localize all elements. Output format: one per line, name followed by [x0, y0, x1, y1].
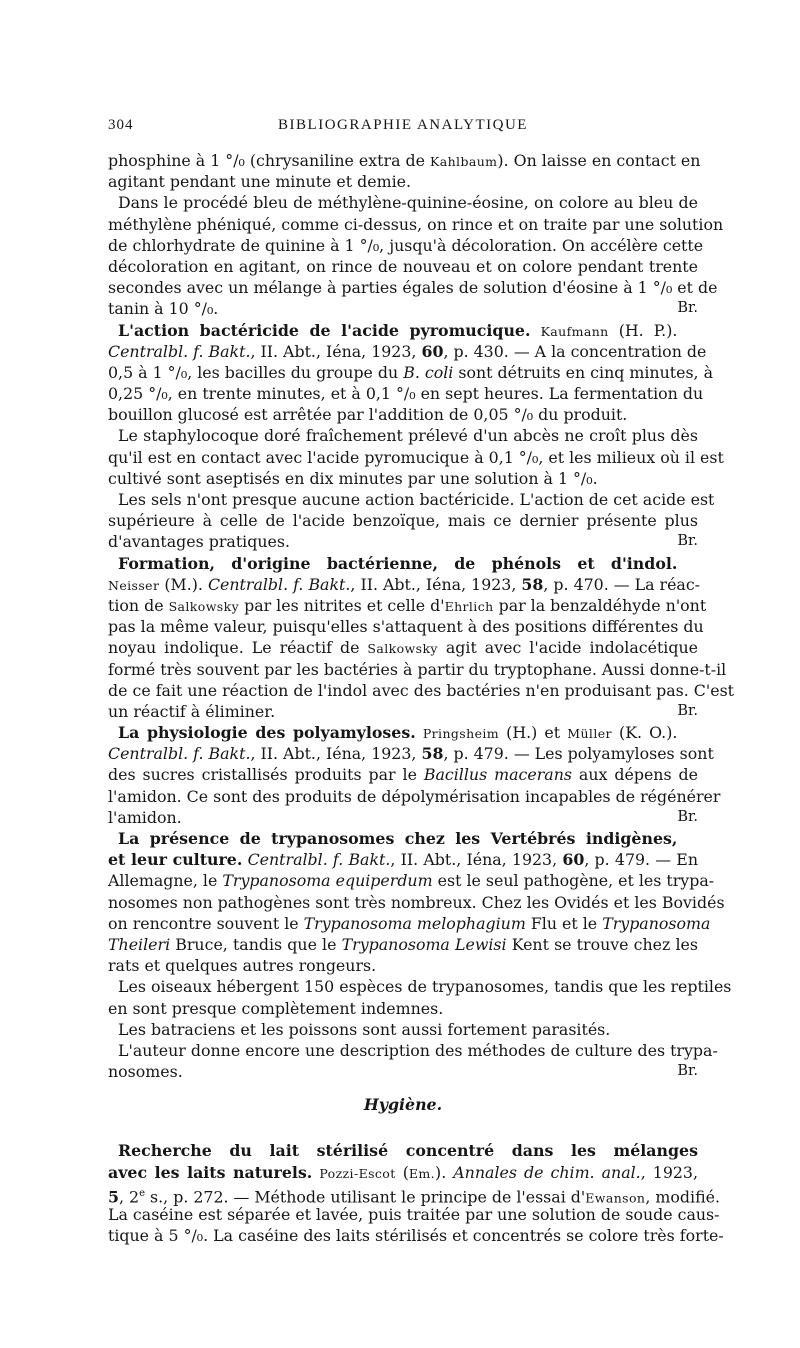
article-title-line [108, 828, 698, 849]
paragraph-line: La caséine est séparée et lavée, puis traitée par une solution de soude caus- [108, 1205, 720, 1224]
article-title-line [108, 1140, 698, 1161]
paragraph-line: avec les laits naturels. Pozzi-Escot (Em.). Annales de chim. anal., 1923, [108, 1162, 698, 1182]
paragraph-line: un réactif à éliminer. Br. [108, 701, 698, 721]
article-title-line: L'action bactéricide de l'acide pyromucique. Kaufmann (H. P.). [118, 320, 678, 340]
author-signature: Br. [677, 702, 698, 719]
paragraph-line: 5, 2e s., p. 272. — Méthode utilisant le principe de l'essai d'Ewanson, modifié. [108, 1187, 720, 1207]
text-column [108, 150, 735, 1246]
paragraph-line: d'avantages pratiques. Br. [108, 532, 698, 552]
paragraph-line: de chlorhydrate de quinine à 1 °/₀, jusqu'à décoloration. On accélère cette [108, 235, 704, 255]
paragraph-line: de ce fait une réaction de l'indol avec des bactéries n'en produisant pas. C'est [108, 680, 735, 700]
paragraph-line: décoloration en agitant, on rince de nouveau et on colore pendant trente [108, 256, 698, 276]
paragraph-line: tion de Salkowsky par les nitrites et celle d'Ehrlich par la benzaldéhyde n'ont [108, 595, 707, 615]
paragraph-line: l'amidon. Br. [108, 807, 698, 827]
paragraph-line: agitant pendant une minute et demie. [108, 172, 411, 192]
paragraph-line: pas la même valeur, puisqu'elles s'attaquent à des positions différentes du [108, 617, 704, 637]
paragraph-line: rats et quelques autres rongeurs. [108, 956, 377, 976]
paragraph-line: Neisser (M.). Centralbl. f. Bakt., II. Abt., Iéna, 1923, 58, p. 470. — La réac- [108, 574, 701, 594]
article-title: La présence de trypanosomes chez les Vertébrés indigènes, [118, 829, 678, 848]
paragraph-line: en sont presque complètement indemnes. [108, 998, 444, 1018]
paragraph-line: Allemagne, le Trypanosoma equiperdum est le seul pathogène, et les trypa- [108, 871, 715, 891]
article-title: Recherche du lait stérilisé concentré dans les mélanges [118, 1141, 698, 1161]
article-title: et leur culture. [108, 850, 243, 870]
spacer [108, 1115, 698, 1140]
article-title: La physiologie des polyamyloses. [118, 723, 416, 743]
paragraph-line: nosomes. Br. [108, 1062, 698, 1082]
paragraph-line: nosomes non pathogènes sont très nombreux. Chez les Ovidés et les Bovidés [108, 892, 725, 912]
article-title: Formation, d'origine bactérienne, de phénols et d'indol. [118, 553, 678, 573]
article-title-line: La physiologie des polyamyloses. Pringsheim (H.) et Müller (K. O.). [118, 723, 678, 743]
paragraph-line: qu'il est en contact avec l'acide pyromucique à 0,1 °/₀, et les milieux où il est [108, 447, 724, 467]
paragraph-line: Theileri Bruce, tandis que le Trypanosoma Lewisi Kent se trouve chez les [108, 934, 698, 954]
paragraph-line: Le staphylocoque doré fraîchement prélevé d'un abcès ne croît plus dès [118, 426, 698, 446]
article-title-line [108, 553, 698, 574]
paragraph-line: et leur culture. Centralbl. f. Bakt., II. Abt., Iéna, 1923, 60, p. 479. — En [108, 850, 698, 870]
running-title: BIBLIOGRAPHIE ANALYTIQUE [278, 117, 528, 133]
paragraph-line: cultivé sont aseptisés en dix minutes par une solution à 1 °/₀. [108, 468, 598, 488]
paragraph-line: Les sels n'ont presque aucune action bactéricide. L'action de cet acide est [118, 490, 715, 509]
paragraph-line: des sucres cristallisés produits par le Bacillus macerans aux dépens de [108, 765, 698, 785]
paragraph-line: secondes avec un mélange à parties égales de solution d'éosine à 1 °/₀ et de [108, 278, 718, 298]
paragraph-line: phosphine à 1 °/₀ (chrysaniline extra de Kahlbaum). On laisse en contact en [108, 151, 701, 170]
paragraph-line: Centralbl. f. Bakt., II. Abt., Iéna, 1923, 60, p. 430. — A la concentration de [108, 341, 707, 361]
article-title: avec les laits naturels. [108, 1162, 313, 1182]
paragraph-line: 0,5 à 1 °/₀, les bacilles du groupe du B. coli sont détruits en cinq minutes, à [108, 362, 714, 382]
author-signature: Br. [677, 1063, 698, 1080]
author-signature: Br. [677, 533, 698, 550]
paragraph-line: Les batraciens et les poissons sont aussi fortement parasités. [118, 1019, 611, 1039]
author-signature: Br. [677, 300, 698, 317]
paragraph-line: bouillon glucosé est arrêtée par l'addition de 0,05 °/₀ du produit. [108, 405, 628, 425]
paragraph-line: tique à 5 °/₀. La caséine des laits stérilisés et concentrés se colore très forte- [108, 1226, 724, 1246]
section-heading: Hygiène. [363, 1095, 443, 1115]
paragraph-line: on rencontre souvent le Trypanosoma melophagium Flu et le Trypanosoma [108, 913, 711, 933]
paragraph-line: 0,25 °/₀, en trente minutes, et à 0,1 °/₀ en sept heures. La fermentation du [108, 384, 704, 404]
paragraph-line: Dans le procédé bleu de méthylène-quinine-éosine, on colore au bleu de [118, 193, 698, 213]
paragraph-line: l'amidon. Ce sont des produits de dépolymérisation incapables de régénérer [108, 786, 721, 806]
page-number: 304 [108, 117, 134, 133]
paragraph-line: Les oiseaux hébergent 150 espèces de trypanosomes, tandis que les reptiles [118, 977, 732, 997]
paragraph-line: noyau indolique. Le réactif de Salkowsky agit avec l'acide indolacétique [108, 638, 698, 658]
paragraph-line: méthylène phéniqué, comme ci-dessus, on rince et on traite par une solution [108, 214, 724, 234]
running-header [108, 117, 698, 137]
paragraph-line: supérieure à celle de l'acide benzoïque, mais ce dernier présente plus [108, 511, 698, 531]
paragraph-line: formé très souvent par les bactéries à partir du tryptophane. Aussi donne-t-il [108, 659, 727, 679]
paragraph-line: L'auteur donne encore une description des méthodes de culture des trypa- [118, 1040, 718, 1060]
spacer [108, 1082, 698, 1094]
paragraph-line: Centralbl. f. Bakt., II. Abt., Iéna, 1923, 58, p. 479. — Les polyamyloses sont [108, 744, 714, 764]
author-signature: Br. [677, 808, 698, 825]
article-title: L'action bactéricide de l'acide pyromucique. [118, 320, 531, 340]
paragraph-line: tanin à 10 °/₀. Br. [108, 299, 698, 319]
